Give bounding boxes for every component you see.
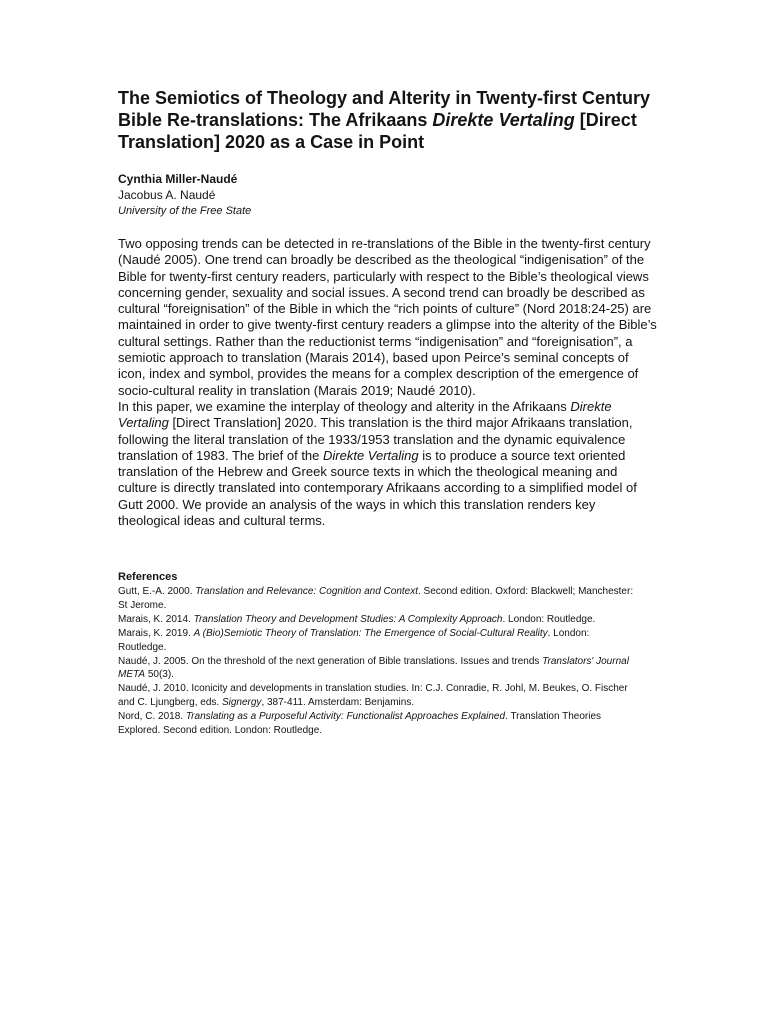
reference-item bbox=[118, 627, 638, 655]
abstract-paragraph-2-text-2: [Direct Translation] 2020. This translation is the third major Afrikaans translation, following the literal translation of the 1933/1953 translation and the dynamic equivalence translation of 1983. The brief of the bbox=[118, 415, 633, 463]
reference-pre: Marais, K. 2019. bbox=[118, 627, 194, 639]
abstract-paragraph-2-text-3: is to produce a source text oriented translation of the Hebrew and Greek source texts in which the theological meaning and culture is directly translated into contemporary Afrikaans according to a simplified model of Gutt 2000. We provide an analysis of the ways in which this translation renders key theological ideas and cultural terms. bbox=[118, 447, 637, 529]
abstract-paragraph-2-italic-1: Direkte Vertaling bbox=[118, 398, 612, 431]
title-text-part1: The Semiotics of Theology and Alterity in Twenty-first Century Bible Re-translations: The Afrikaans bbox=[118, 88, 651, 130]
reference-pre: Marais, K. 2014. bbox=[118, 613, 194, 625]
author-affiliation: University of the Free State bbox=[118, 205, 252, 217]
reference-title: Translation Theory and Development Studies: A Complexity Approach bbox=[193, 613, 503, 625]
reference-post: . Translation Theories Explored. Second edition. London: Routledge. bbox=[118, 711, 602, 737]
reference-title: Translation and Relevance: Cognition and Context bbox=[195, 586, 418, 597]
author-secondary: Jacobus A. Naudé bbox=[118, 188, 216, 202]
reference-title: Signergy bbox=[221, 697, 262, 709]
reference-post: . London: Routledge. bbox=[118, 627, 590, 653]
reference-item bbox=[118, 655, 638, 683]
abstract-paragraph-2 bbox=[118, 399, 658, 529]
reference-list bbox=[118, 585, 638, 738]
reference-item bbox=[118, 585, 638, 613]
abstract-paragraph-1: Two opposing trends can be detected in re-translations of the Bible in the twenty-first century (Naudé 2005). One trend can broadly be described as the theological “indigenisation” of the Bible for twenty-first century readers, particularly with respect to the Bible’s theological views concerning gender, sexuality and social issues. A second trend can broadly be described as cultural “foreignisation” of the Bible in which the “rich points of culture” (Nord 2018:24-25) are maintained in order to give twenty-first century readers a glimpse into the alterity of the Bible’s cultural settings. Rather than the reductionist terms “indigenisation” and “foreignisation”, a semiotic approach to translation (Marais 2014), based upon Peirce’s seminal concepts of icon, index and symbol, provides the means for a complex description of the emergence of socio-cultural reality in translation (Marais 2019; Naudé 2010). bbox=[118, 236, 657, 398]
reference-item bbox=[118, 710, 638, 738]
reference-post: , 387-411. Amsterdam: Benjamins. bbox=[261, 697, 415, 709]
title-text-part2: [Direct Translation] 2020 as a Case in Point bbox=[118, 110, 637, 152]
title-text-italic: Direkte Vertaling bbox=[432, 110, 575, 130]
reference-title: A (Bio)Semiotic Theory of Translation: The Emergence of Social-Cultural Reality bbox=[193, 627, 548, 639]
reference-pre: Naudé, J. 2010. Iconicity and developments in translation studies. In: C.J. Conradie, R. Johl, M. Beukes, O. Fischer and C. Ljungberg, eds. bbox=[118, 683, 628, 709]
abstract-paragraph-2-text-1: In this paper, we examine the interplay of theology and alterity in the Afrikaans bbox=[118, 398, 571, 414]
reference-pre: Naudé, J. 2005. On the threshold of the next generation of Bible translations. Issues and trends bbox=[118, 655, 543, 667]
reference-pre: Nord, C. 2018. bbox=[118, 711, 186, 723]
abstract bbox=[118, 236, 658, 529]
reference-title: Translators' Journal META bbox=[118, 655, 629, 681]
reference-pre: Gutt, E.-A. 2000. bbox=[118, 586, 196, 597]
reference-title: Translating as a Purposeful Activity: Functionalist Approaches Explained bbox=[185, 711, 506, 723]
references-heading: References bbox=[118, 571, 178, 583]
abstract-paragraph-2-italic-2: Direkte Vertaling bbox=[323, 447, 419, 463]
reference-post: . London: Routledge. bbox=[502, 613, 596, 625]
paper-title bbox=[118, 87, 678, 153]
reference-item bbox=[118, 613, 638, 627]
reference-item bbox=[118, 682, 638, 710]
author-primary: Cynthia Miller-Naudé bbox=[118, 172, 238, 186]
reference-post: 50(3). bbox=[145, 669, 174, 681]
reference-post: . Second edition. Oxford: Blackwell; Manchester: St Jerome. bbox=[118, 586, 634, 611]
